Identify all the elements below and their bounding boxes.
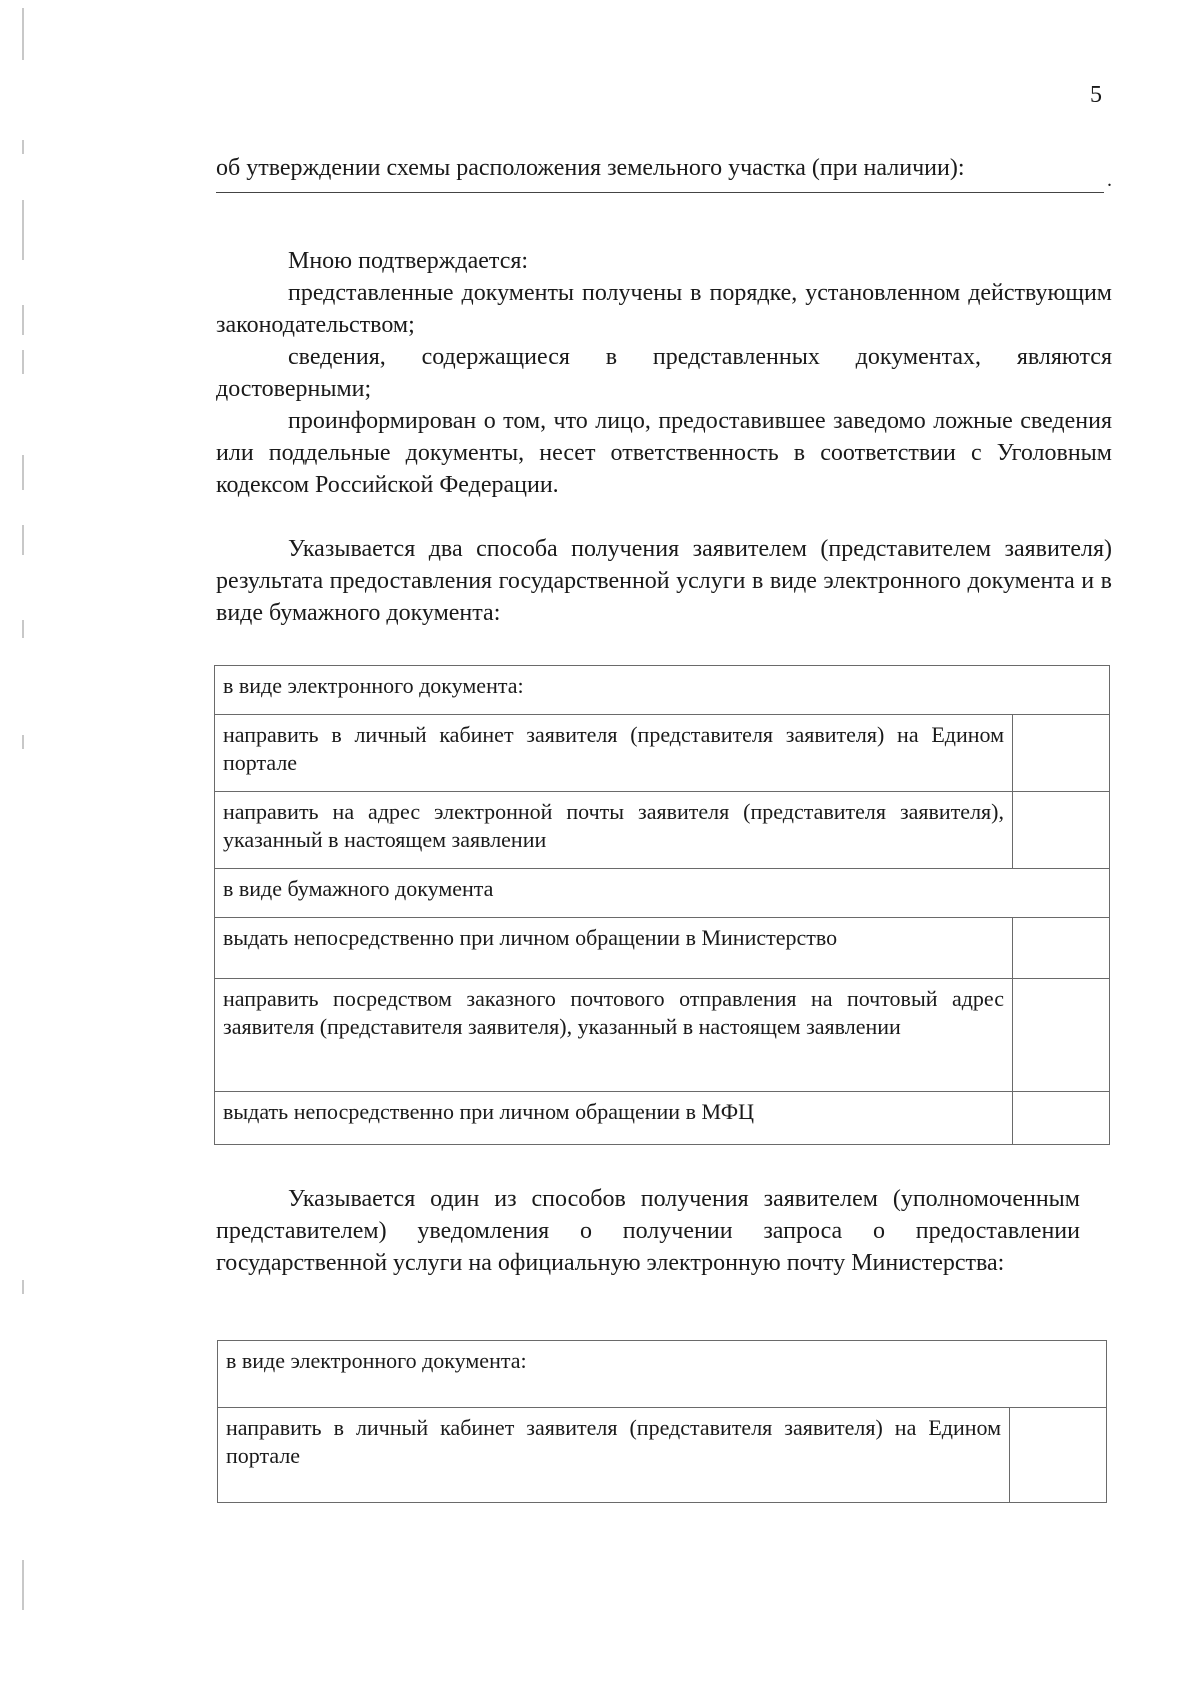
notice-intro [216,1183,1080,1279]
table-row [215,979,1110,1092]
confirmation-section [216,245,1112,501]
table-row [215,869,1110,918]
result-intro [216,533,1112,629]
table-row [215,792,1110,869]
scan-mark [22,735,24,749]
page-number: 5 [1090,82,1102,108]
scan-mark [22,350,24,374]
table-row [215,715,1110,792]
scan-mark [22,1280,24,1294]
result-method-table [214,665,1110,1145]
option-checkbox-cell[interactable] [1013,979,1110,1092]
scan-mark [22,140,24,154]
table-row [218,1341,1107,1408]
option-label: направить посредством заказного почтового отправления на почтовый адрес заявителя (представителя заявителя), указанный в настоящем заявлении [215,979,1013,1092]
confirmation-item: сведения, содержащиеся в представленных документах, являются достоверными; [216,344,1112,402]
scan-mark [22,1560,24,1610]
result-intro-text: Указывается два способа получения заявителем (представителем заявителя) результата предоставления государственной услуги в виде электронного документа и в виде бумажного документа: [216,536,1112,626]
scan-mark [22,455,24,490]
option-label: выдать непосредственно при личном обращении в МФЦ [215,1092,1013,1145]
option-checkbox-cell[interactable] [1013,918,1110,979]
table-row [215,1092,1110,1145]
option-label: выдать непосредственно при личном обращении в Министерство [215,918,1013,979]
scan-mark [22,525,24,555]
table-row [218,1408,1107,1503]
option-checkbox-cell[interactable] [1013,1092,1110,1145]
option-label: направить в личный кабинет заявителя (представителя заявителя) на Едином портале [218,1408,1010,1503]
option-checkbox-cell[interactable] [1013,792,1110,869]
scan-mark [22,200,24,260]
electronic-header-cell: в виде электронного документа: [215,666,1110,715]
option-checkbox-cell[interactable] [1010,1408,1107,1503]
option-label: направить на адрес электронной почты заявителя (представителя заявителя), указанный в настоящем заявлении [215,792,1013,869]
scheme-blank-end: . [1107,169,1112,191]
table-row [215,666,1110,715]
electronic-header-cell: в виде электронного документа: [218,1341,1107,1408]
notice-method-table [217,1340,1107,1503]
confirmation-heading: Мною подтверждается: [288,248,529,274]
confirmation-item: проинформирован о том, что лицо, предоставившее заведомо ложные сведения или поддельные документы, несет ответственность в соответствии с Уголовным кодексом Российской Федерации. [216,408,1112,498]
scheme-blank-line [216,169,1112,193]
scan-mark [22,620,24,638]
paper-header-cell: в виде бумажного документа [215,869,1110,918]
confirmation-item: представленные документы получены в порядке, установленном действующим законодательством; [216,280,1112,338]
notice-intro-text: Указывается один из способов получения заявителем (уполномоченным представителем) уведомления о получении запроса о предоставлении государственной услуги на официальную электронную почту Министерства: [216,1186,1080,1276]
option-label: направить в личный кабинет заявителя (представителя заявителя) на Едином портале [215,715,1013,792]
option-checkbox-cell[interactable] [1013,715,1110,792]
scan-mark [22,305,24,335]
scheme-paragraph [216,152,1112,193]
scheme-text: об утверждении схемы расположения земельного участка (при наличии): [216,155,965,181]
scan-mark [22,8,24,60]
table-row [215,918,1110,979]
